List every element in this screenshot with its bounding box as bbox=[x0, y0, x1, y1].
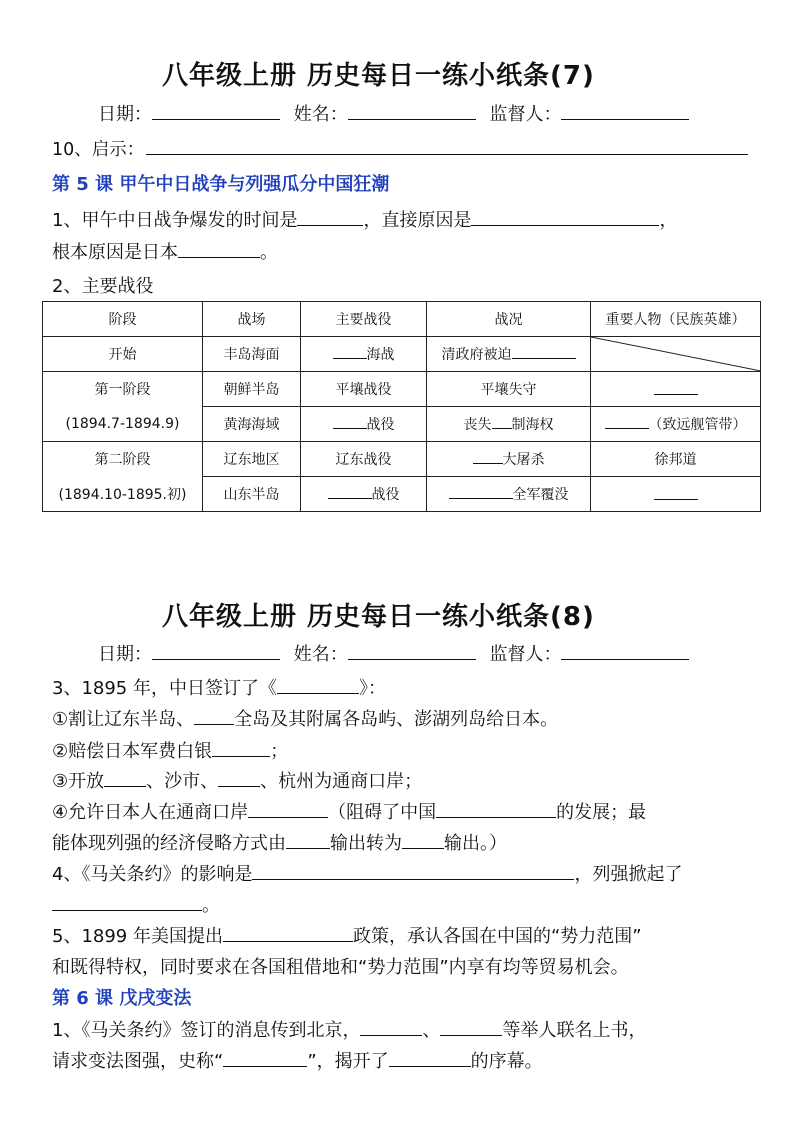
supervisor-label: 监督人： bbox=[489, 104, 562, 125]
stage1-dates-cell: (1894.7-1894.9) bbox=[43, 407, 203, 442]
diagonal-slash bbox=[591, 337, 761, 371]
field-cell: 辽东地区 bbox=[203, 442, 301, 477]
q1-blank-root-cause[interactable] bbox=[178, 239, 260, 258]
q6-text-a: 1、《马关条约》签订的消息传到北京， bbox=[52, 1020, 361, 1041]
item4-text-a: ④允许日本人在通商口岸 bbox=[52, 802, 249, 823]
q1-blank-time[interactable] bbox=[297, 207, 363, 226]
item3-text-c: 、杭州为通商口岸； bbox=[260, 771, 423, 792]
status-text: 清政府被迫 bbox=[441, 347, 512, 363]
header-stage: 阶段 bbox=[43, 302, 203, 337]
q5-blank-policy[interactable] bbox=[223, 923, 353, 942]
q6-line1 bbox=[52, 1016, 646, 1042]
item3-line bbox=[52, 767, 422, 793]
table-row bbox=[43, 442, 761, 477]
battle-cell: 平壤战役 bbox=[301, 372, 427, 407]
status-cell bbox=[427, 337, 591, 372]
field-cell: 黄海海域 bbox=[203, 407, 301, 442]
date-label: 日期： bbox=[98, 644, 152, 665]
q10-answer-line[interactable] bbox=[146, 154, 748, 155]
item4-blank-3[interactable] bbox=[286, 830, 330, 849]
battle-cell: 辽东战役 bbox=[301, 442, 427, 477]
q4-line1 bbox=[52, 860, 682, 886]
item3-text-b: 、沙市、 bbox=[146, 771, 219, 792]
q4-text-c: 。 bbox=[202, 895, 220, 916]
q1-blank-direct-cause[interactable] bbox=[471, 207, 659, 226]
date-blank[interactable] bbox=[152, 641, 280, 660]
table-header-row bbox=[43, 302, 761, 337]
status-text: 全军覆没 bbox=[512, 487, 569, 503]
q6-text-d: 请求变法图强，史称“ bbox=[52, 1051, 224, 1072]
q2-label: 2、主要战役 bbox=[52, 276, 154, 297]
start-cell: 开始 bbox=[43, 337, 203, 372]
item1-text-b: 全岛及其附属各岛屿、澎湖列岛给日本。 bbox=[234, 709, 559, 730]
page-title-8: 八年级上册 历史每日一练小纸条(8) bbox=[162, 602, 595, 632]
header-people: 重要人物（民族英雄） bbox=[591, 302, 761, 337]
status-cell bbox=[427, 477, 591, 512]
item4-text-d: 能体现列强的经济侵略方式由 bbox=[52, 833, 286, 854]
q1-line1 bbox=[52, 206, 677, 232]
item4-blank-2[interactable] bbox=[436, 799, 556, 818]
q4-text-a: 4、《马关条约》的影响是 bbox=[52, 864, 253, 885]
q6-blank-2[interactable] bbox=[440, 1017, 502, 1036]
field-cell: 朝鲜半岛 bbox=[203, 372, 301, 407]
diagonal-cell bbox=[591, 337, 761, 372]
supervisor-blank[interactable] bbox=[561, 101, 689, 120]
battle-text: 海战 bbox=[366, 347, 395, 363]
people-cell bbox=[591, 372, 761, 407]
q3-text-a: 3、1895 年，中日签订了《 bbox=[52, 678, 277, 699]
field-cell: 丰岛海面 bbox=[203, 337, 301, 372]
battle-text: 战役 bbox=[371, 487, 400, 503]
status-text-a: 丧失 bbox=[463, 417, 492, 433]
stage1-cell: 第一阶段 bbox=[43, 372, 203, 407]
q1-text-e: 。 bbox=[260, 242, 278, 263]
page-title-7: 八年级上册 历史每日一练小纸条(7) bbox=[162, 61, 595, 91]
q1-text-c: ， bbox=[659, 210, 678, 231]
name-label: 姓名： bbox=[293, 104, 348, 125]
name-blank[interactable] bbox=[348, 641, 476, 660]
item4-text-b: （阻碍了中国 bbox=[328, 802, 437, 823]
q6-blank-3[interactable] bbox=[223, 1048, 307, 1067]
header-status: 战况 bbox=[427, 302, 591, 337]
stage2-dates-cell: (1894.10-1895.初) bbox=[43, 477, 203, 512]
item4-text-e: 输出转为 bbox=[330, 833, 402, 854]
battles-table bbox=[42, 301, 761, 512]
lesson-5-heading: 第 5 课 甲午中日战争与列强瓜分中国狂潮 bbox=[52, 174, 390, 195]
item4-line2 bbox=[52, 829, 507, 855]
battle-cell bbox=[301, 337, 427, 372]
battle-cell bbox=[301, 477, 427, 512]
people-cell bbox=[591, 477, 761, 512]
q10-label: 10、启示： bbox=[52, 140, 145, 160]
item1-text-a: ①割让辽东半岛、 bbox=[52, 709, 195, 730]
date-row-8 bbox=[98, 640, 689, 666]
people-blank[interactable] bbox=[605, 414, 649, 429]
battle-cell bbox=[301, 407, 427, 442]
item3-blank-2[interactable] bbox=[218, 768, 260, 787]
people-blank[interactable] bbox=[654, 380, 698, 395]
q1-text-a: 1、甲午中日战争爆发的时间是 bbox=[52, 210, 298, 231]
q1-line2 bbox=[52, 238, 278, 264]
status-text: 大屠杀 bbox=[502, 452, 545, 468]
q6-text-e: ”，揭开了 bbox=[307, 1051, 389, 1072]
item4-blank-4[interactable] bbox=[402, 830, 444, 849]
name-label: 姓名： bbox=[293, 644, 348, 665]
q6-blank-4[interactable] bbox=[389, 1048, 471, 1067]
status-blank[interactable] bbox=[449, 484, 513, 499]
q3-blank-treaty[interactable] bbox=[277, 675, 359, 694]
q6-text-c: 等举人联名上书， bbox=[502, 1020, 647, 1041]
people-cell: 徐邦道 bbox=[591, 442, 761, 477]
q4-line2 bbox=[52, 891, 220, 917]
item2-line bbox=[52, 737, 288, 763]
q5-text-b: 政策，承认各国在中国的“势力范围” bbox=[352, 926, 642, 947]
q5-text-a: 5、1899 年美国提出 bbox=[52, 926, 223, 947]
status-cell bbox=[427, 442, 591, 477]
q6-text-b: 、 bbox=[422, 1020, 441, 1041]
q5-line2: 和既得特权，同时要求在各国租借地和“势力范围”内享有均等贸易机会。 bbox=[52, 957, 629, 978]
q6-text-f: 的序幕。 bbox=[470, 1051, 543, 1072]
q6-line2 bbox=[52, 1047, 543, 1073]
item2-text-a: ②赔偿日本军费白银 bbox=[52, 741, 213, 762]
status-cell bbox=[427, 407, 591, 442]
q3-line bbox=[52, 674, 386, 700]
q4-blank-wave[interactable] bbox=[52, 892, 202, 911]
table-row bbox=[43, 337, 761, 372]
date-blank[interactable] bbox=[152, 101, 280, 120]
people-text: （致远舰管带） bbox=[648, 417, 747, 433]
item4-line1 bbox=[52, 798, 646, 824]
stage2-cell: 第二阶段 bbox=[43, 442, 203, 477]
table-row bbox=[43, 372, 761, 407]
name-blank[interactable] bbox=[348, 101, 476, 120]
status-blank[interactable] bbox=[492, 414, 512, 429]
status-blank[interactable] bbox=[512, 344, 576, 359]
q1-text-d: 根本原因是日本 bbox=[52, 242, 178, 263]
item4-blank-1[interactable] bbox=[248, 799, 328, 818]
item1-line bbox=[52, 705, 558, 731]
item4-text-f: 输出。） bbox=[444, 833, 507, 854]
table-row bbox=[43, 407, 761, 442]
lesson-6-heading: 第 6 课 戊戌变法 bbox=[52, 988, 192, 1009]
people-blank[interactable] bbox=[654, 485, 698, 500]
status-blank[interactable] bbox=[473, 449, 503, 464]
item3-text-a: ③开放 bbox=[52, 771, 105, 792]
header-field: 战场 bbox=[203, 302, 301, 337]
supervisor-label: 监督人： bbox=[489, 644, 562, 665]
battle-blank[interactable] bbox=[328, 484, 372, 499]
battle-blank[interactable] bbox=[333, 414, 367, 429]
q1-text-b: ，直接原因是 bbox=[363, 210, 472, 231]
status-cell: 平壤失守 bbox=[427, 372, 591, 407]
q4-blank-impact[interactable] bbox=[252, 861, 574, 880]
supervisor-blank[interactable] bbox=[561, 641, 689, 660]
item2-blank[interactable] bbox=[212, 738, 270, 757]
people-cell bbox=[591, 407, 761, 442]
battle-blank[interactable] bbox=[333, 344, 367, 359]
q5-line1 bbox=[52, 922, 642, 948]
item4-text-c: 的发展；最 bbox=[556, 802, 647, 823]
q3-text-b: 》： bbox=[358, 678, 386, 699]
header-battle: 主要战役 bbox=[301, 302, 427, 337]
field-cell: 山东半岛 bbox=[203, 477, 301, 512]
battle-text: 战役 bbox=[366, 417, 395, 433]
table-row bbox=[43, 477, 761, 512]
status-text-b: 制海权 bbox=[511, 417, 554, 433]
item2-text-b: ； bbox=[270, 741, 289, 762]
date-label: 日期： bbox=[98, 104, 152, 125]
item3-blank-1[interactable] bbox=[104, 768, 146, 787]
q4-text-b: ，列强掀起了 bbox=[574, 864, 683, 885]
item1-blank[interactable] bbox=[194, 706, 234, 725]
date-row-7 bbox=[98, 100, 689, 126]
q6-blank-1[interactable] bbox=[360, 1017, 422, 1036]
